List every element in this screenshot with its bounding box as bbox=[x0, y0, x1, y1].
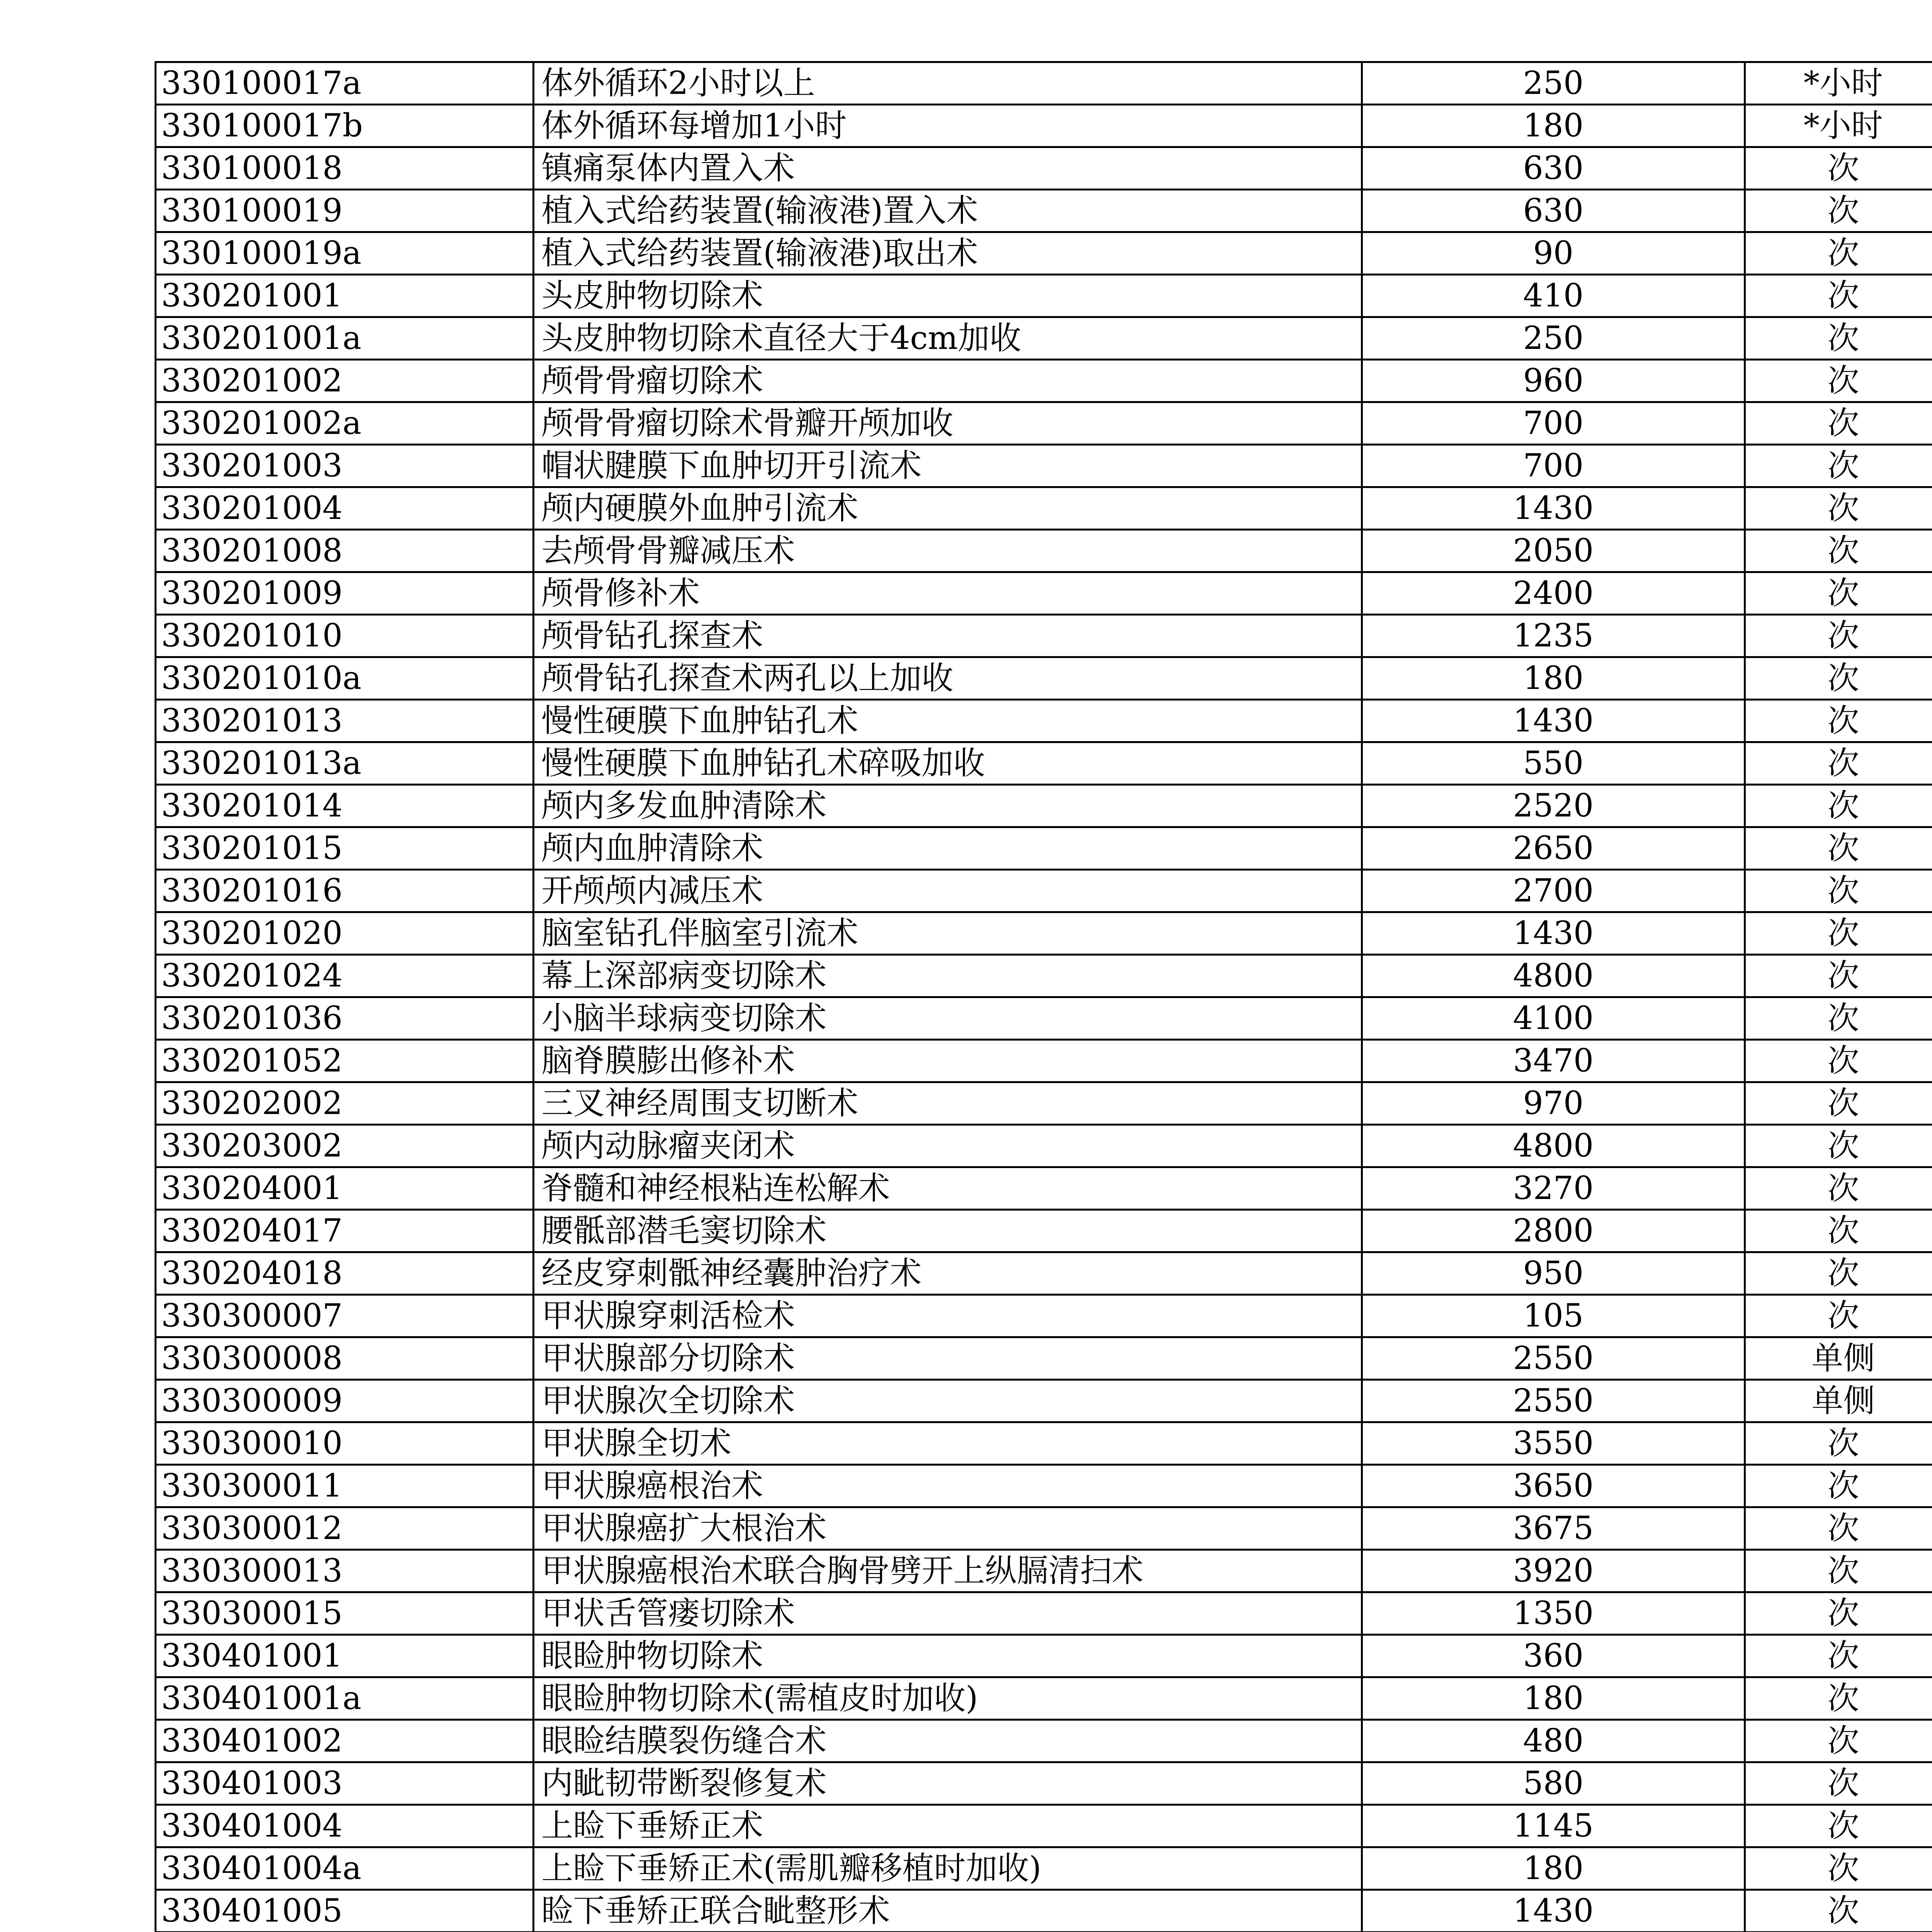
item-name-cell: 甲状腺次全切除术 bbox=[534, 1380, 1362, 1422]
item-name-cell: 颅骨骨瘤切除术骨瓣开颅加收 bbox=[534, 402, 1362, 445]
item-name-cell: 睑下垂矫正联合眦整形术 bbox=[534, 1890, 1362, 1932]
table-row bbox=[156, 1635, 1932, 1677]
item-code-cell: 330100017b bbox=[156, 105, 534, 147]
item-name-cell: 甲状腺部分切除术 bbox=[534, 1337, 1362, 1380]
table-row bbox=[156, 487, 1932, 530]
item-name-cell: 颅内血肿清除术 bbox=[534, 827, 1362, 870]
unit-cell: 单侧 bbox=[1745, 1337, 1932, 1380]
item-code-cell: 330201014 bbox=[156, 785, 534, 827]
price-cell: 1430 bbox=[1362, 1890, 1745, 1932]
unit-cell: 次 bbox=[1745, 1125, 1932, 1167]
unit-cell: 次 bbox=[1745, 1677, 1932, 1720]
item-name-cell: 帽状腱膜下血肿切开引流术 bbox=[534, 445, 1362, 487]
item-code-cell: 330401004a bbox=[156, 1847, 534, 1890]
item-code-cell: 330401003 bbox=[156, 1762, 534, 1805]
unit-cell: 次 bbox=[1745, 402, 1932, 445]
table-row bbox=[156, 1210, 1932, 1252]
item-code-cell: 330201010 bbox=[156, 615, 534, 657]
item-code-cell: 330401001 bbox=[156, 1635, 534, 1677]
price-cell: 480 bbox=[1362, 1720, 1745, 1762]
item-code-cell: 330401005 bbox=[156, 1890, 534, 1932]
item-name-cell: 慢性硬膜下血肿钻孔术 bbox=[534, 700, 1362, 742]
item-name-cell: 甲状舌管瘘切除术 bbox=[534, 1592, 1362, 1635]
price-cell: 250 bbox=[1362, 317, 1745, 360]
item-code-cell: 330201016 bbox=[156, 870, 534, 912]
item-name-cell: 内眦韧带断裂修复术 bbox=[534, 1762, 1362, 1805]
unit-cell: 次 bbox=[1745, 1592, 1932, 1635]
table-row bbox=[156, 1507, 1932, 1550]
price-cell: 630 bbox=[1362, 190, 1745, 232]
unit-cell: *小时 bbox=[1745, 105, 1932, 147]
unit-cell: 次 bbox=[1745, 232, 1932, 275]
item-name-cell: 甲状腺癌根治术 bbox=[534, 1465, 1362, 1507]
item-code-cell: 330201010a bbox=[156, 657, 534, 700]
table-row bbox=[156, 742, 1932, 785]
unit-cell: 次 bbox=[1745, 1890, 1932, 1932]
item-name-cell: 颅内动脉瘤夹闭术 bbox=[534, 1125, 1362, 1167]
item-name-cell: 眼睑肿物切除术 bbox=[534, 1635, 1362, 1677]
item-code-cell: 330203002 bbox=[156, 1125, 534, 1167]
table-row bbox=[156, 827, 1932, 870]
item-name-cell: 脑室钻孔伴脑室引流术 bbox=[534, 912, 1362, 955]
table-row bbox=[156, 1422, 1932, 1465]
price-cell: 2520 bbox=[1362, 785, 1745, 827]
item-name-cell: 幕上深部病变切除术 bbox=[534, 955, 1362, 997]
item-code-cell: 330201009 bbox=[156, 572, 534, 615]
unit-cell: 次 bbox=[1745, 1252, 1932, 1295]
unit-cell: 次 bbox=[1745, 1082, 1932, 1125]
unit-cell: 次 bbox=[1745, 1040, 1932, 1082]
unit-cell: 次 bbox=[1745, 997, 1932, 1040]
price-cell: 90 bbox=[1362, 232, 1745, 275]
item-code-cell: 330300009 bbox=[156, 1380, 534, 1422]
item-code-cell: 330201001 bbox=[156, 275, 534, 317]
item-name-cell: 颅骨钻孔探查术两孔以上加收 bbox=[534, 657, 1362, 700]
item-name-cell: 甲状腺穿刺活检术 bbox=[534, 1295, 1362, 1337]
table-row bbox=[156, 1805, 1932, 1847]
price-cell: 700 bbox=[1362, 402, 1745, 445]
table-row bbox=[156, 1295, 1932, 1337]
price-cell: 2550 bbox=[1362, 1380, 1745, 1422]
table-row bbox=[156, 1720, 1932, 1762]
price-cell: 4800 bbox=[1362, 1125, 1745, 1167]
table-row bbox=[156, 147, 1932, 190]
item-code-cell: 330300008 bbox=[156, 1337, 534, 1380]
price-cell: 2050 bbox=[1362, 530, 1745, 572]
price-cell: 1430 bbox=[1362, 487, 1745, 530]
table-row bbox=[156, 275, 1932, 317]
item-name-cell: 脑脊膜膨出修补术 bbox=[534, 1040, 1362, 1082]
unit-cell: 次 bbox=[1745, 572, 1932, 615]
item-code-cell: 330204018 bbox=[156, 1252, 534, 1295]
price-cell: 250 bbox=[1362, 62, 1745, 105]
table-row bbox=[156, 700, 1932, 742]
price-cell: 360 bbox=[1362, 1635, 1745, 1677]
unit-cell: 次 bbox=[1745, 1295, 1932, 1337]
item-code-cell: 330201002 bbox=[156, 360, 534, 402]
item-code-cell: 330401004 bbox=[156, 1805, 534, 1847]
item-name-cell: 上睑下垂矫正术 bbox=[534, 1805, 1362, 1847]
item-name-cell: 植入式给药装置(输液港)置入术 bbox=[534, 190, 1362, 232]
price-cell: 3270 bbox=[1362, 1167, 1745, 1210]
table-row bbox=[156, 1125, 1932, 1167]
item-code-cell: 330401001a bbox=[156, 1677, 534, 1720]
item-name-cell: 开颅颅内减压术 bbox=[534, 870, 1362, 912]
table-row bbox=[156, 785, 1932, 827]
item-code-cell: 330201013a bbox=[156, 742, 534, 785]
item-code-cell: 330202002 bbox=[156, 1082, 534, 1125]
price-cell: 1145 bbox=[1362, 1805, 1745, 1847]
table-row bbox=[156, 62, 1932, 105]
item-code-cell: 330201001a bbox=[156, 317, 534, 360]
table-row bbox=[156, 1677, 1932, 1720]
unit-cell: 次 bbox=[1745, 275, 1932, 317]
price-cell: 180 bbox=[1362, 1847, 1745, 1890]
item-name-cell: 体外循环2小时以上 bbox=[534, 62, 1362, 105]
price-cell: 700 bbox=[1362, 445, 1745, 487]
price-cell: 970 bbox=[1362, 1082, 1745, 1125]
table-row bbox=[156, 190, 1932, 232]
item-name-cell: 三叉神经周围支切断术 bbox=[534, 1082, 1362, 1125]
unit-cell: 次 bbox=[1745, 1720, 1932, 1762]
table-row bbox=[156, 1337, 1932, 1380]
table-row bbox=[156, 1592, 1932, 1635]
item-name-cell: 颅内多发血肿清除术 bbox=[534, 785, 1362, 827]
table-row bbox=[156, 1465, 1932, 1507]
item-name-cell: 甲状腺癌扩大根治术 bbox=[534, 1507, 1362, 1550]
item-code-cell: 330204001 bbox=[156, 1167, 534, 1210]
price-cell: 580 bbox=[1362, 1762, 1745, 1805]
table-row bbox=[156, 955, 1932, 997]
item-code-cell: 330100018 bbox=[156, 147, 534, 190]
item-code-cell: 330300011 bbox=[156, 1465, 534, 1507]
table-row bbox=[156, 1252, 1932, 1295]
item-code-cell: 330100019a bbox=[156, 232, 534, 275]
unit-cell: 次 bbox=[1745, 870, 1932, 912]
unit-cell: 次 bbox=[1745, 360, 1932, 402]
price-cell: 1350 bbox=[1362, 1592, 1745, 1635]
price-cell: 180 bbox=[1362, 105, 1745, 147]
item-code-cell: 330100019 bbox=[156, 190, 534, 232]
price-cell: 2700 bbox=[1362, 870, 1745, 912]
table-row bbox=[156, 572, 1932, 615]
unit-cell: 次 bbox=[1745, 912, 1932, 955]
unit-cell: 次 bbox=[1745, 445, 1932, 487]
table-row bbox=[156, 317, 1932, 360]
price-cell: 105 bbox=[1362, 1295, 1745, 1337]
item-name-cell: 颅内硬膜外血肿引流术 bbox=[534, 487, 1362, 530]
item-code-cell: 330201015 bbox=[156, 827, 534, 870]
table-row bbox=[156, 657, 1932, 700]
unit-cell: 次 bbox=[1745, 1847, 1932, 1890]
item-name-cell: 植入式给药装置(输液港)取出术 bbox=[534, 232, 1362, 275]
unit-cell: *小时 bbox=[1745, 62, 1932, 105]
price-cell: 630 bbox=[1362, 147, 1745, 190]
unit-cell: 次 bbox=[1745, 487, 1932, 530]
table-row bbox=[156, 870, 1932, 912]
item-code-cell: 330300010 bbox=[156, 1422, 534, 1465]
price-cell: 960 bbox=[1362, 360, 1745, 402]
item-code-cell: 330401002 bbox=[156, 1720, 534, 1762]
item-code-cell: 330201052 bbox=[156, 1040, 534, 1082]
price-cell: 950 bbox=[1362, 1252, 1745, 1295]
table-row bbox=[156, 1082, 1932, 1125]
unit-cell: 次 bbox=[1745, 1167, 1932, 1210]
unit-cell: 次 bbox=[1745, 1635, 1932, 1677]
item-name-cell: 去颅骨骨瓣减压术 bbox=[534, 530, 1362, 572]
unit-cell: 次 bbox=[1745, 190, 1932, 232]
item-name-cell: 颅骨钻孔探查术 bbox=[534, 615, 1362, 657]
unit-cell: 次 bbox=[1745, 700, 1932, 742]
item-code-cell: 330201003 bbox=[156, 445, 534, 487]
item-code-cell: 330201020 bbox=[156, 912, 534, 955]
item-code-cell: 330204017 bbox=[156, 1210, 534, 1252]
price-cell: 3550 bbox=[1362, 1422, 1745, 1465]
price-table bbox=[155, 61, 1932, 1932]
table-row bbox=[156, 997, 1932, 1040]
item-name-cell: 脊髓和神经根粘连松解术 bbox=[534, 1167, 1362, 1210]
item-code-cell: 330201013 bbox=[156, 700, 534, 742]
item-name-cell: 腰骶部潜毛窦切除术 bbox=[534, 1210, 1362, 1252]
table-row bbox=[156, 1380, 1932, 1422]
item-code-cell: 330100017a bbox=[156, 62, 534, 105]
unit-cell: 次 bbox=[1745, 827, 1932, 870]
unit-cell: 次 bbox=[1745, 742, 1932, 785]
unit-cell: 次 bbox=[1745, 1465, 1932, 1507]
table-row bbox=[156, 232, 1932, 275]
table-row bbox=[156, 360, 1932, 402]
price-cell: 550 bbox=[1362, 742, 1745, 785]
table-row bbox=[156, 105, 1932, 147]
item-name-cell: 小脑半球病变切除术 bbox=[534, 997, 1362, 1040]
item-name-cell: 上睑下垂矫正术(需肌瓣移植时加收) bbox=[534, 1847, 1362, 1890]
item-code-cell: 330300007 bbox=[156, 1295, 534, 1337]
unit-cell: 次 bbox=[1745, 1805, 1932, 1847]
price-cell: 4800 bbox=[1362, 955, 1745, 997]
item-name-cell: 头皮肿物切除术直径大于4cm加收 bbox=[534, 317, 1362, 360]
price-cell: 180 bbox=[1362, 1677, 1745, 1720]
item-name-cell: 慢性硬膜下血肿钻孔术碎吸加收 bbox=[534, 742, 1362, 785]
price-cell: 2400 bbox=[1362, 572, 1745, 615]
unit-cell: 次 bbox=[1745, 785, 1932, 827]
item-name-cell: 眼睑肿物切除术(需植皮时加收) bbox=[534, 1677, 1362, 1720]
price-cell: 4100 bbox=[1362, 997, 1745, 1040]
item-name-cell: 甲状腺全切术 bbox=[534, 1422, 1362, 1465]
item-name-cell: 甲状腺癌根治术联合胸骨劈开上纵膈清扫术 bbox=[534, 1550, 1362, 1592]
table-row bbox=[156, 1890, 1932, 1932]
price-cell: 1430 bbox=[1362, 912, 1745, 955]
unit-cell: 次 bbox=[1745, 530, 1932, 572]
item-code-cell: 330201004 bbox=[156, 487, 534, 530]
price-table-body bbox=[156, 62, 1932, 1932]
item-name-cell: 头皮肿物切除术 bbox=[534, 275, 1362, 317]
table-row bbox=[156, 1762, 1932, 1805]
item-name-cell: 颅骨骨瘤切除术 bbox=[534, 360, 1362, 402]
item-code-cell: 330201036 bbox=[156, 997, 534, 1040]
unit-cell: 次 bbox=[1745, 1422, 1932, 1465]
item-code-cell: 330201008 bbox=[156, 530, 534, 572]
item-code-cell: 330201024 bbox=[156, 955, 534, 997]
unit-cell: 单侧 bbox=[1745, 1380, 1932, 1422]
price-cell: 3470 bbox=[1362, 1040, 1745, 1082]
item-name-cell: 眼睑结膜裂伤缝合术 bbox=[534, 1720, 1362, 1762]
item-code-cell: 330300012 bbox=[156, 1507, 534, 1550]
table-row bbox=[156, 1550, 1932, 1592]
price-cell: 1430 bbox=[1362, 700, 1745, 742]
price-cell: 1235 bbox=[1362, 615, 1745, 657]
unit-cell: 次 bbox=[1745, 1210, 1932, 1252]
unit-cell: 次 bbox=[1745, 1762, 1932, 1805]
price-cell: 3675 bbox=[1362, 1507, 1745, 1550]
item-code-cell: 330300015 bbox=[156, 1592, 534, 1635]
unit-cell: 次 bbox=[1745, 955, 1932, 997]
table-row bbox=[156, 1040, 1932, 1082]
table-row bbox=[156, 530, 1932, 572]
item-name-cell: 镇痛泵体内置入术 bbox=[534, 147, 1362, 190]
price-cell: 3920 bbox=[1362, 1550, 1745, 1592]
item-name-cell: 经皮穿刺骶神经囊肿治疗术 bbox=[534, 1252, 1362, 1295]
item-name-cell: 颅骨修补术 bbox=[534, 572, 1362, 615]
table-row bbox=[156, 445, 1932, 487]
table-row bbox=[156, 1847, 1932, 1890]
unit-cell: 次 bbox=[1745, 1550, 1932, 1592]
item-name-cell: 体外循环每增加1小时 bbox=[534, 105, 1362, 147]
table-row bbox=[156, 912, 1932, 955]
table-row bbox=[156, 402, 1932, 445]
price-cell: 410 bbox=[1362, 275, 1745, 317]
table-row bbox=[156, 1167, 1932, 1210]
unit-cell: 次 bbox=[1745, 615, 1932, 657]
price-cell: 2800 bbox=[1362, 1210, 1745, 1252]
unit-cell: 次 bbox=[1745, 1507, 1932, 1550]
unit-cell: 次 bbox=[1745, 657, 1932, 700]
unit-cell: 次 bbox=[1745, 317, 1932, 360]
price-cell: 3650 bbox=[1362, 1465, 1745, 1507]
unit-cell: 次 bbox=[1745, 147, 1932, 190]
item-code-cell: 330300013 bbox=[156, 1550, 534, 1592]
price-cell: 2650 bbox=[1362, 827, 1745, 870]
table-row bbox=[156, 615, 1932, 657]
item-code-cell: 330201002a bbox=[156, 402, 534, 445]
price-cell: 2550 bbox=[1362, 1337, 1745, 1380]
price-cell: 180 bbox=[1362, 657, 1745, 700]
